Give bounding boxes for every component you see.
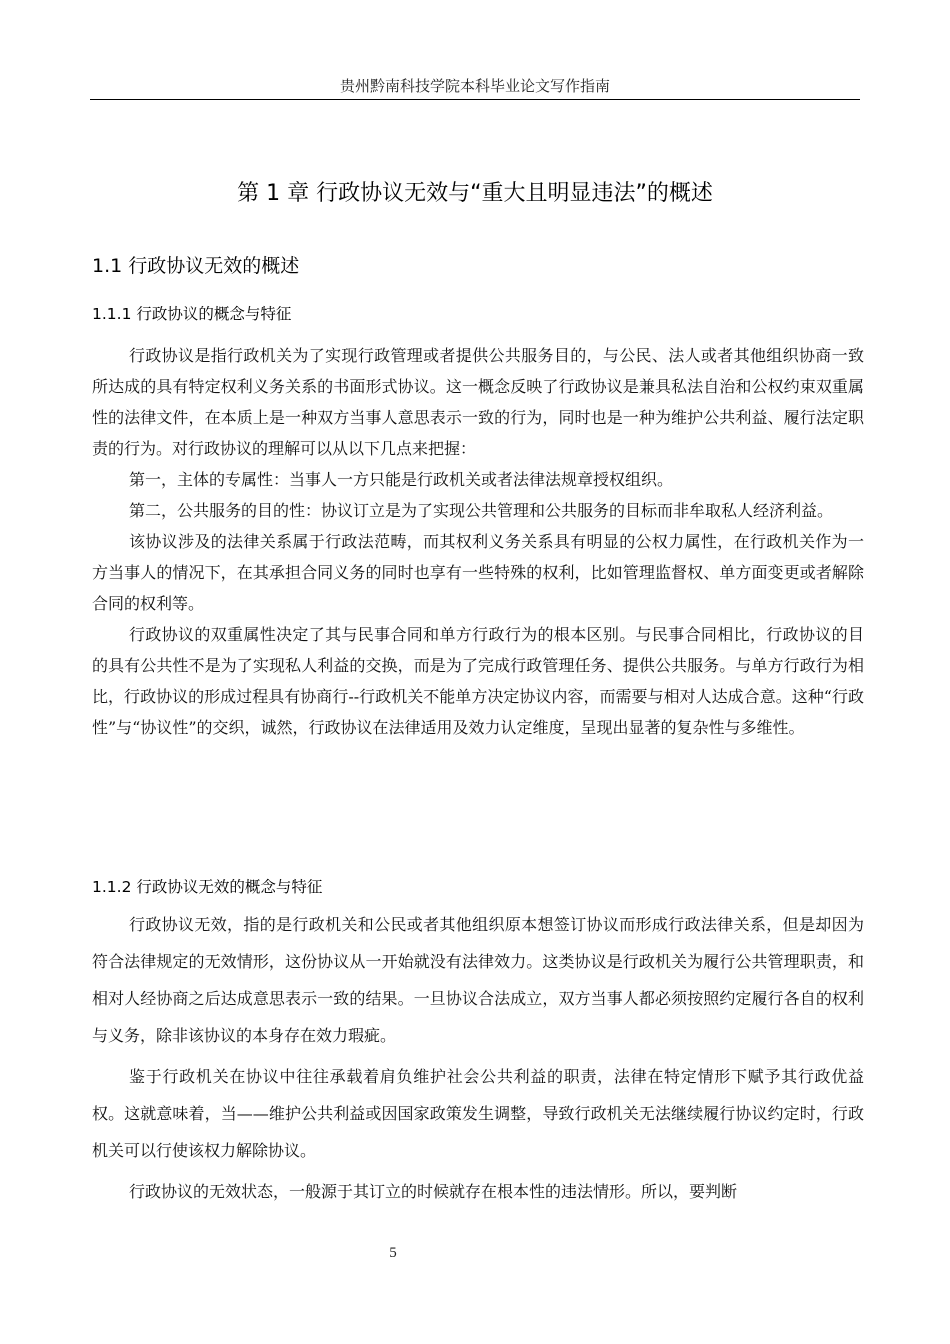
section-1-1-2-body	[92, 906, 864, 1210]
paragraph: 行政协议是指行政机关为了实现行政管理或者提供公共服务目的，与公民、法人或者其他组织协商一致所达成的具有特定权利义务关系的书面形式协议。这一概念反映了行政协议是兼具私法自治和公权约束双重属性的法律文件，在本质上是一种双方当事人意思表示一致的行为，同时也是一种为维护公共利益、履行法定职责的行为。对行政协议的理解可以从以下几点来把握：	[92, 346, 864, 458]
paragraph: 行政协议的双重属性决定了其与民事合同和单方行政行为的根本区别。与民事合同相比，行政协议的目的具有公共性不是为了实现私人利益的交换，而是为了完成行政管理任务、提供公共服务。与单方行政行为相比，行政协议的形成过程具有协商行--行政机关不能单方决定协议内容，而需要与相对人达成合意。这种“行政性”与“协议性”的交织，诚然，行政协议在法律适用及效力认定维度，呈现出显著的复杂性与多维性。	[92, 625, 864, 737]
running-header: 贵州黔南科技学院本科毕业论文写作指南	[339, 77, 610, 95]
section-heading-1-1: 1.1 行政协议无效的概述	[92, 255, 300, 277]
paragraph: 该协议涉及的法律关系属于行政法范畴，而其权利义务关系具有明显的公权力属性，在行政机关作为一方当事人的情况下，在其承担合同义务的同时也享有一些特殊的权利，比如管理监督权、单方面变更或者解除合同的权利等。	[92, 532, 864, 613]
paragraph: 行政协议的无效状态，一般源于其订立的时候就存在根本性的违法情形。所以，要判断	[129, 1182, 738, 1201]
paragraph: 鉴于行政机关在协议中往往承载着肩负维护社会公共利益的职责，法律在特定情形下赋予其行政优益权。这就意味着，当——维护公共利益或因国家政策发生调整，导致行政机关无法继续履行协议约定时，行政机关可以行使该权力解除协议。	[92, 1067, 864, 1160]
paragraph: 行政协议无效，指的是行政机关和公民或者其他组织原本想签订协议而形成行政法律关系，但是却因为符合法律规定的无效情形，这份协议从一开始就没有法律效力。这类协议是行政机关为履行公共管理职责，和相对人经协商之后达成意思表示一致的结果。一旦协议合法成立，双方当事人都必须按照约定履行各自的权利与义务，除非该协议的本身存在效力瑕疵。	[92, 915, 864, 1045]
section-heading-1-1-1: 1.1.1 行政协议的概念与特征	[92, 305, 292, 323]
paragraph: 第一，主体的专属性：当事人一方只能是行政机关或者法律法规章授权组织。	[129, 470, 674, 489]
section-1-1-1-body	[92, 340, 864, 743]
paragraph: 第二，公共服务的目的性：协议订立是为了实现公共管理和公共服务的目标而非牟取私人经济利益。	[129, 501, 834, 520]
chapter-title: 第 1 章 行政协议无效与“重大且明显违法”的概述	[237, 181, 713, 206]
header-divider	[90, 99, 860, 100]
section-heading-1-1-2: 1.1.2 行政协议无效的概念与特征	[92, 878, 323, 896]
page-number: 5	[389, 1245, 397, 1261]
